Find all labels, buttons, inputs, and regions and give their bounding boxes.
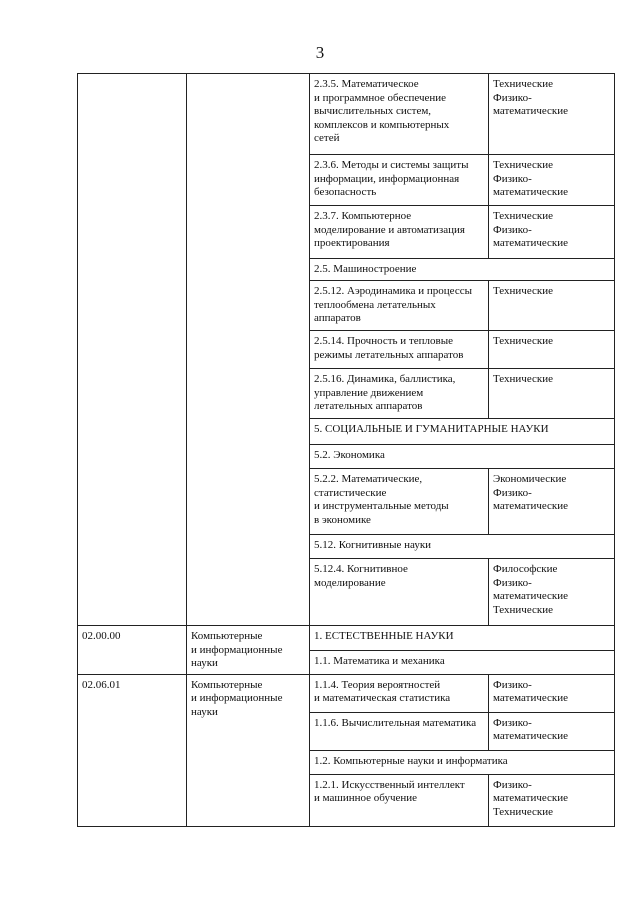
science-branch-cell: Технические (489, 281, 615, 331)
specialty-cell: 5.12.4. Когнитивное моделирование (310, 559, 489, 626)
specialties-table (77, 73, 615, 827)
specialty-cell: 2.3.6. Методы и системы защиты информации, информационная безопасность (310, 155, 489, 206)
specialty-cell: 5.2.2. Математические, статистические и инструментальные методы в экономике (310, 469, 489, 535)
specialty-group-cell: 2.5. Машиностроение (310, 259, 615, 281)
science-branch-cell: Технические (489, 369, 615, 419)
science-branch-cell: Технические Физико- математические (489, 155, 615, 206)
specialty-cell: 2.5.14. Прочность и тепловые режимы летательных аппаратов (310, 331, 489, 369)
science-branch-cell: Технические (489, 331, 615, 369)
code-cell: 02.06.01 (78, 674, 187, 826)
page-number: 3 (315, 43, 325, 62)
science-area-cell: 5. СОЦИАЛЬНЫЕ И ГУМАНИТАРНЫЕ НАУКИ (310, 419, 615, 445)
specialty-group-cell: 5.2. Экономика (310, 445, 615, 469)
science-branch-cell: Философские Физико- математические Технические (489, 559, 615, 626)
table-row (78, 74, 615, 155)
specialty-group-cell: 5.12. Когнитивные науки (310, 535, 615, 559)
science-area-cell: 1. ЕСТЕСТВЕННЫЕ НАУКИ (310, 626, 615, 651)
specialty-cell: 1.1.4. Теория вероятностей и математическая статистика (310, 674, 489, 712)
science-branch-cell: Физико- математические Технические (489, 774, 615, 826)
direction-name-cell: Компьютерные и информационные науки (187, 626, 310, 675)
specialty-cell: 2.5.12. Аэродинамика и процессы теплообмена летательных аппаратов (310, 281, 489, 331)
specialty-cell: 1.1.6. Вычислительная математика (310, 712, 489, 750)
code-cell-empty (78, 74, 187, 626)
code-cell: 02.00.00 (78, 626, 187, 675)
science-branch-cell: Технические Физико- математические (489, 206, 615, 259)
specialty-cell: 2.3.7. Компьютерное моделирование и автоматизация проектирования (310, 206, 489, 259)
specialty-group-cell: 1.2. Компьютерные науки и информатика (310, 750, 615, 774)
specialty-cell: 1.2.1. Искусственный интеллект и машинное обучение (310, 774, 489, 826)
specialty-group-cell: 1.1. Математика и механика (310, 651, 615, 674)
table-row (78, 674, 615, 712)
table-row (78, 626, 615, 651)
name-cell-empty (187, 74, 310, 626)
specialty-cell: 2.3.5. Математическое и программное обеспечение вычислительных систем, комплексов и компьютерных сетей (310, 74, 489, 155)
science-branch-cell: Физико- математические (489, 712, 615, 750)
science-branch-cell: Технические Физико- математические (489, 74, 615, 155)
science-branch-cell: Экономические Физико- математические (489, 469, 615, 535)
science-branch-cell: Физико- математические (489, 674, 615, 712)
direction-name-cell: Компьютерные и информационные науки (187, 674, 310, 826)
specialty-cell: 2.5.16. Динамика, баллистика, управление движением летательных аппаратов (310, 369, 489, 419)
